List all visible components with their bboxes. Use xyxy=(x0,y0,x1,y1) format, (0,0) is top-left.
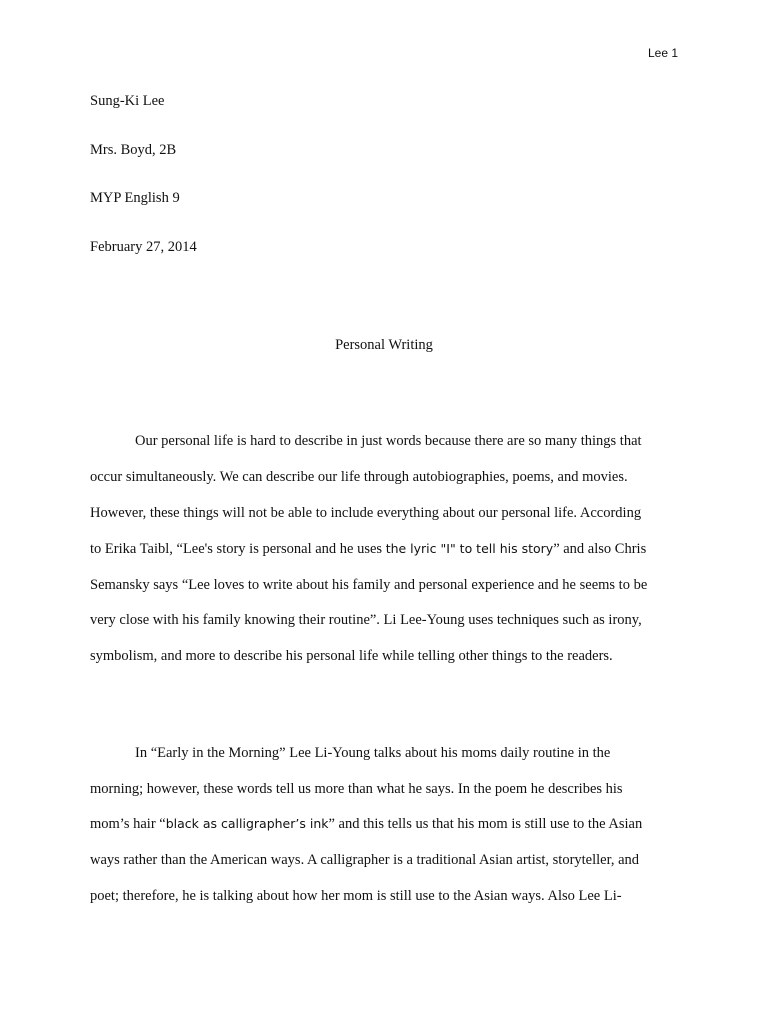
paragraph-2-line-5: poet; therefore, he is talking about how her mom is still use to the Asian ways. Also Lee Li- xyxy=(90,888,622,904)
quoted-lyric: the lyric "I" to tell his story xyxy=(385,541,554,556)
paragraph-1-line-4 xyxy=(90,540,646,558)
paragraph-1-line-4-end: ” and also Chris xyxy=(553,541,647,557)
quoted-hair-description: black as calligrapher’s ink xyxy=(165,816,329,831)
paragraph-1-line-3: However, these things will not be able to include everything about our personal life. According xyxy=(90,505,642,521)
paragraph-2-line-3-end: ” and this tells us that his mom is still use to the Asian xyxy=(328,816,643,832)
paragraph-1-line-7: symbolism, and more to describe his personal life while telling other things to the readers. xyxy=(90,648,613,664)
page-number-header: Lee 1 xyxy=(647,46,678,60)
paragraph-1-line-2: occur simultaneously. We can describe our life through autobiographies, poems, and movies. xyxy=(90,469,628,485)
student-name: Sung-Ki Lee xyxy=(90,93,165,109)
paragraph-1-line-6: very close with his family knowing their routine”. Li Lee-Young uses techniques such as irony, xyxy=(90,612,642,628)
paragraph-2-line-2: morning; however, these words tell us more than what he says. In the poem he describes his xyxy=(90,781,623,797)
paragraph-2-line-1: In “Early in the Morning” Lee Li-Young talks about his moms daily routine in the xyxy=(135,745,611,761)
teacher-name: Mrs. Boyd, 2B xyxy=(90,142,177,158)
paragraph-1-line-1: Our personal life is hard to describe in just words because there are so many things that xyxy=(135,433,642,449)
document-date: February 27, 2014 xyxy=(90,239,197,255)
paragraph-2-line-3-start: mom’s hair “ xyxy=(90,816,166,832)
paragraph-1-line-5: Semansky says “Lee loves to write about his family and personal experience and he seems to be xyxy=(90,577,648,593)
essay-title: Personal Writing xyxy=(335,337,433,353)
course-name: MYP English 9 xyxy=(90,190,180,206)
paragraph-2-line-3 xyxy=(90,815,642,833)
paragraph-1-line-4-start: to Erika Taibl, “Lee's story is personal and he uses xyxy=(90,541,386,557)
paragraph-2-line-4: ways rather than the American ways. A calligrapher is a traditional Asian artist, storyteller, and xyxy=(90,852,640,868)
